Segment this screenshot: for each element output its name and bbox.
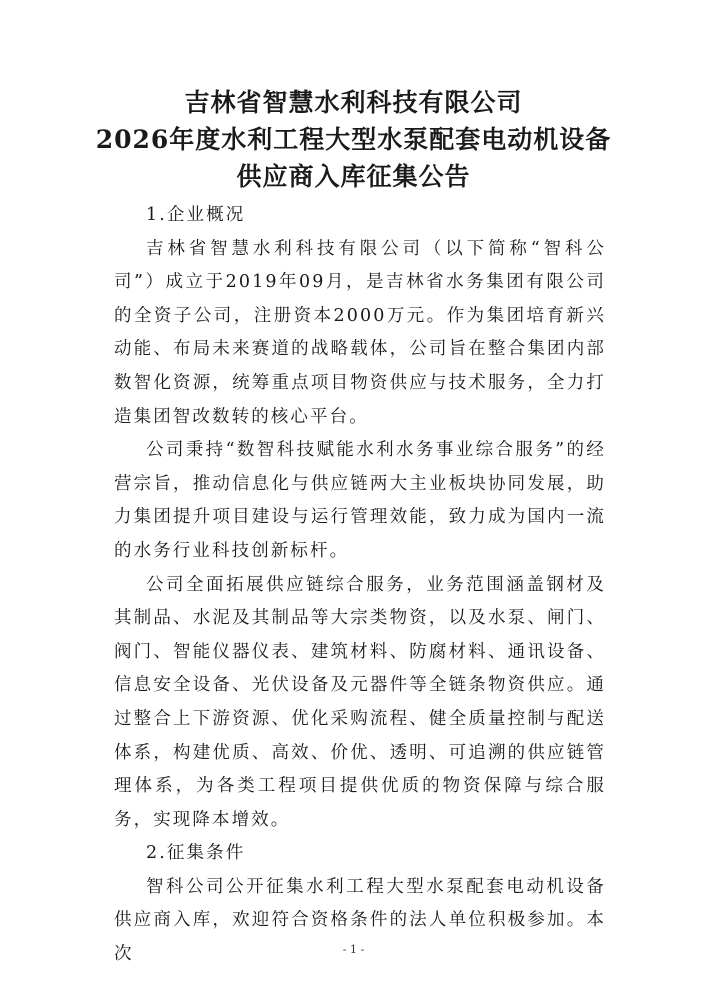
paragraph-supply-chain-services: 公司全面拓展供应链综合服务，业务范围涵盖钢材及其制品、水泥及其制品等大宗类物资，以及水泵、闸门、阀门、智能仪器仪表、建筑材料、防腐材料、通讯设备、信息安全设备、光伏设备及元器件等全链条物资供应。通过整合上下游资源、优化采购流程、健全质量控制与配送体系，构建优质、高效、价优、透明、可追溯的供应链管理体系，为各类工程项目提供优质的物资保障与综合服务，实现降本增效。 xyxy=(114,574,606,830)
paragraph-company-intro: 吉林省智慧水利科技有限公司（以下简称“智科公司”）成立于2019年09月，是吉林省水务集团有限公司的全资子公司，注册资本2000万元。作为集团培育新兴动能、布局未来赛道的战略载体，公司旨在整合集团内部数智化资源，统筹重点项目物资供应与技术服务，全力打造集团智改数转的核心平台。 xyxy=(114,238,606,427)
document-title xyxy=(60,84,647,195)
title-line-announcement: 供应商入库征集公告 xyxy=(236,162,471,191)
title-line-project: 2026年度水利工程大型水泵配套电动机设备 xyxy=(95,125,612,154)
title-line-company: 吉林省智慧水利科技有限公司 xyxy=(184,88,523,117)
section-heading-collection-conditions: 2.征集条件 xyxy=(146,843,246,864)
paragraph-company-mission: 公司秉持“数智科技赋能水利水务事业综合服务”的经营宗旨，推动信息化与供应链两大主业板块协同发展，助力集团提升项目建设与运行管理效能，致力成为国内一流的水务行业科技创新标杆。 xyxy=(114,440,606,561)
document-body xyxy=(114,199,606,972)
section-heading-company-overview: 1.企业概况 xyxy=(146,205,246,225)
page-number: - 1 - xyxy=(342,943,365,956)
paragraph-collection-intro: 智科公司公开征集水利工程大型水泵配套电动机设备供应商入库，欢迎符合资格条件的法人单位积极参加。本次 xyxy=(114,876,606,965)
